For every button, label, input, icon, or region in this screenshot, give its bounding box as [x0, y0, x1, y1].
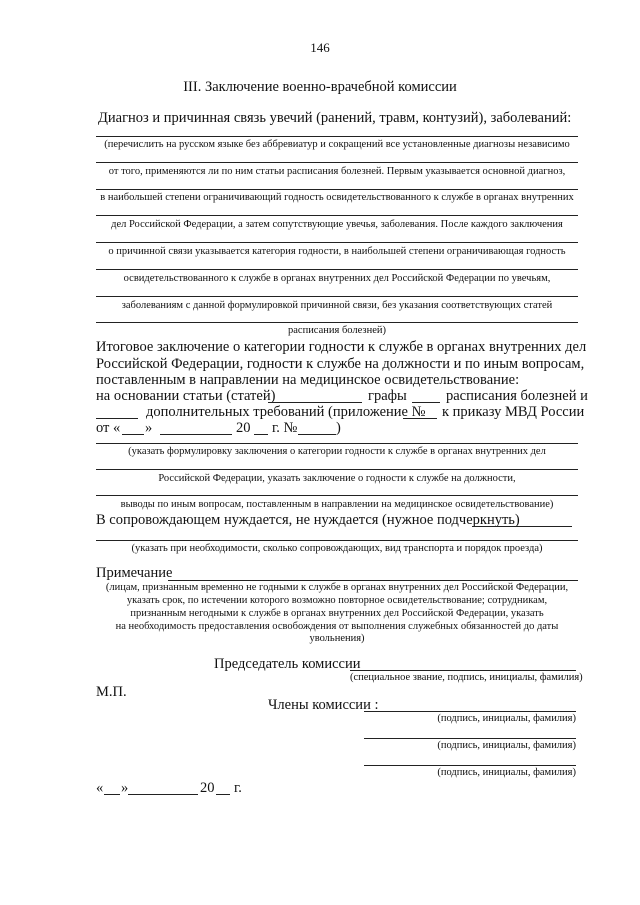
column-field[interactable]: [412, 402, 440, 403]
diagnosis-hint-4: дел Российской Федерации, а затем сопутствующие увечья, заболевания. После каждого заключения: [111, 219, 563, 230]
member-signature-field-2[interactable]: [364, 738, 576, 739]
diagnosis-hint-7: заболеваниям с данной формулировкой причинной связи, без указания соответствующих статей: [121, 300, 553, 311]
order-year-prefix: 20: [236, 420, 251, 436]
member-hint-3: (подпись, инициалы, фамилия): [437, 767, 576, 778]
diagnosis-hint-8: расписания болезней): [288, 325, 386, 336]
order-year-field[interactable]: [254, 434, 268, 435]
escort-hint: (указать при необходимости, сколько сопровождающих, вид транспорта и порядок проезда): [131, 543, 543, 554]
order-date-close: »: [145, 420, 153, 436]
final-conclusion-line-2: Российской Федерации, годности к службе на должности и по иным вопросам,: [96, 356, 585, 372]
diagnosis-hint-1: (перечислить на русском языке без аббревиатур и сокращений все установленные диагнозы независимо: [104, 139, 570, 150]
conclusion-hint-3: выводы по иным вопросам, поставленным в направлении на медицинское освидетельствование): [120, 499, 554, 510]
conclusion-hint-2: Российской Федерации, указать заключение о годности к службе на должности,: [158, 473, 516, 484]
schedule-label: расписания болезней и: [446, 388, 588, 404]
order-number-label: г. №: [272, 420, 298, 436]
order-label: к приказу МВД России: [442, 404, 585, 420]
chairman-hint: (специальное звание, подпись, инициалы, фамилия): [350, 672, 583, 683]
diagnosis-hint-5: о причинной связи указывается категория годности, в наибольшей степени ограничивающая годность: [108, 246, 566, 257]
diagnosis-heading: Диагноз и причинная связь увечий (ранений, травм, контузий), заболеваний:: [98, 110, 572, 126]
final-conclusion-line-3: поставленным в направлении на медицинское освидетельствование:: [96, 372, 520, 388]
chairman-label: Председатель комиссии: [214, 656, 361, 672]
order-date-open: от «: [96, 420, 121, 436]
diagnosis-line-7[interactable]: [96, 296, 578, 297]
page-number: 146: [310, 40, 330, 55]
seal-label: М.П.: [96, 684, 127, 700]
note-hint-1: (лицам, признанным временно не годными к службе в органах внутренних дел Российской Федерации,: [105, 582, 569, 593]
member-hint-2: (подпись, инициалы, фамилия): [437, 740, 576, 751]
date-close-quote: »: [121, 780, 129, 796]
conclusion-line-3[interactable]: [96, 495, 578, 496]
additional-count-field[interactable]: [96, 418, 138, 419]
note-hint-4: на необходимость предоставления освобождения от выполнения служебных обязанностей до даты: [115, 621, 559, 632]
member-signature-field-3[interactable]: [364, 765, 576, 766]
section-title: III. Заключение военно-врачебной комиссии: [183, 79, 457, 95]
order-close-paren: ): [336, 420, 341, 436]
date-month-field[interactable]: [128, 794, 198, 795]
escort-details-line[interactable]: [96, 540, 578, 541]
order-day-field[interactable]: [122, 434, 144, 435]
date-open-quote: «: [96, 780, 104, 796]
diagnosis-line-2[interactable]: [96, 162, 578, 163]
escort-line: В сопровождающем нуждается, не нуждается (нужное подчеркнуть): [96, 512, 520, 528]
diagnosis-line-5[interactable]: [96, 242, 578, 243]
diagnosis-hint-3: в наибольшей степени ограничивающий годность освидетельствованного к службе в органах внутренних: [100, 192, 574, 203]
date-year-prefix: 20: [200, 780, 215, 796]
diagnosis-hint-6: освидетельствованного к службе в органах внутренних дел Российской Федерации по увечьям,: [123, 273, 551, 284]
order-number-field[interactable]: [298, 434, 336, 435]
diagnosis-line-4[interactable]: [96, 215, 578, 216]
conclusion-line-2[interactable]: [96, 469, 578, 470]
diagnosis-hint-2: от того, применяются ли по ним статьи расписания болезней. Первым указывается основной диагноз,: [108, 166, 566, 177]
note-label: Примечание: [96, 565, 173, 581]
conclusion-line-1[interactable]: [96, 443, 578, 444]
final-conclusion-line-1: Итоговое заключение о категории годности к службе в органах внутренних дел: [96, 339, 587, 355]
diagnosis-line-1[interactable]: [96, 136, 578, 137]
note-field[interactable]: [168, 580, 578, 581]
note-hint-3: признанным негодными к службе в органах внутренних дел Российской Федерации, указать: [130, 608, 544, 619]
date-day-field[interactable]: [104, 794, 120, 795]
chairman-signature-field[interactable]: [350, 670, 576, 671]
diagnosis-line-3[interactable]: [96, 189, 578, 190]
diagnosis-line-6[interactable]: [96, 269, 578, 270]
date-year-field[interactable]: [216, 794, 230, 795]
note-hint-2: указать срок, по истечении которого возможно повторное освидетельствование; сотрудникам,: [126, 595, 548, 606]
column-label: графы: [368, 388, 407, 404]
date-year-suffix: г.: [234, 780, 242, 796]
member-hint-1: (подпись, инициалы, фамилия): [437, 713, 576, 724]
additional-requirements-label: дополнительных требований (приложение №: [146, 404, 426, 420]
member-signature-field-1[interactable]: [364, 711, 576, 712]
conclusion-hint-1: (указать формулировку заключения о категории годности к службе в органах внутренних дел: [128, 446, 546, 457]
members-label: Члены комиссии :: [268, 697, 379, 713]
article-field[interactable]: [268, 402, 362, 403]
escort-field[interactable]: [472, 526, 572, 527]
note-hint-5: увольнения): [309, 633, 365, 644]
diagnosis-line-8[interactable]: [96, 322, 578, 323]
article-label: на основании статьи (статей): [96, 388, 276, 404]
order-month-field[interactable]: [160, 434, 232, 435]
appendix-number-field[interactable]: [403, 418, 437, 419]
